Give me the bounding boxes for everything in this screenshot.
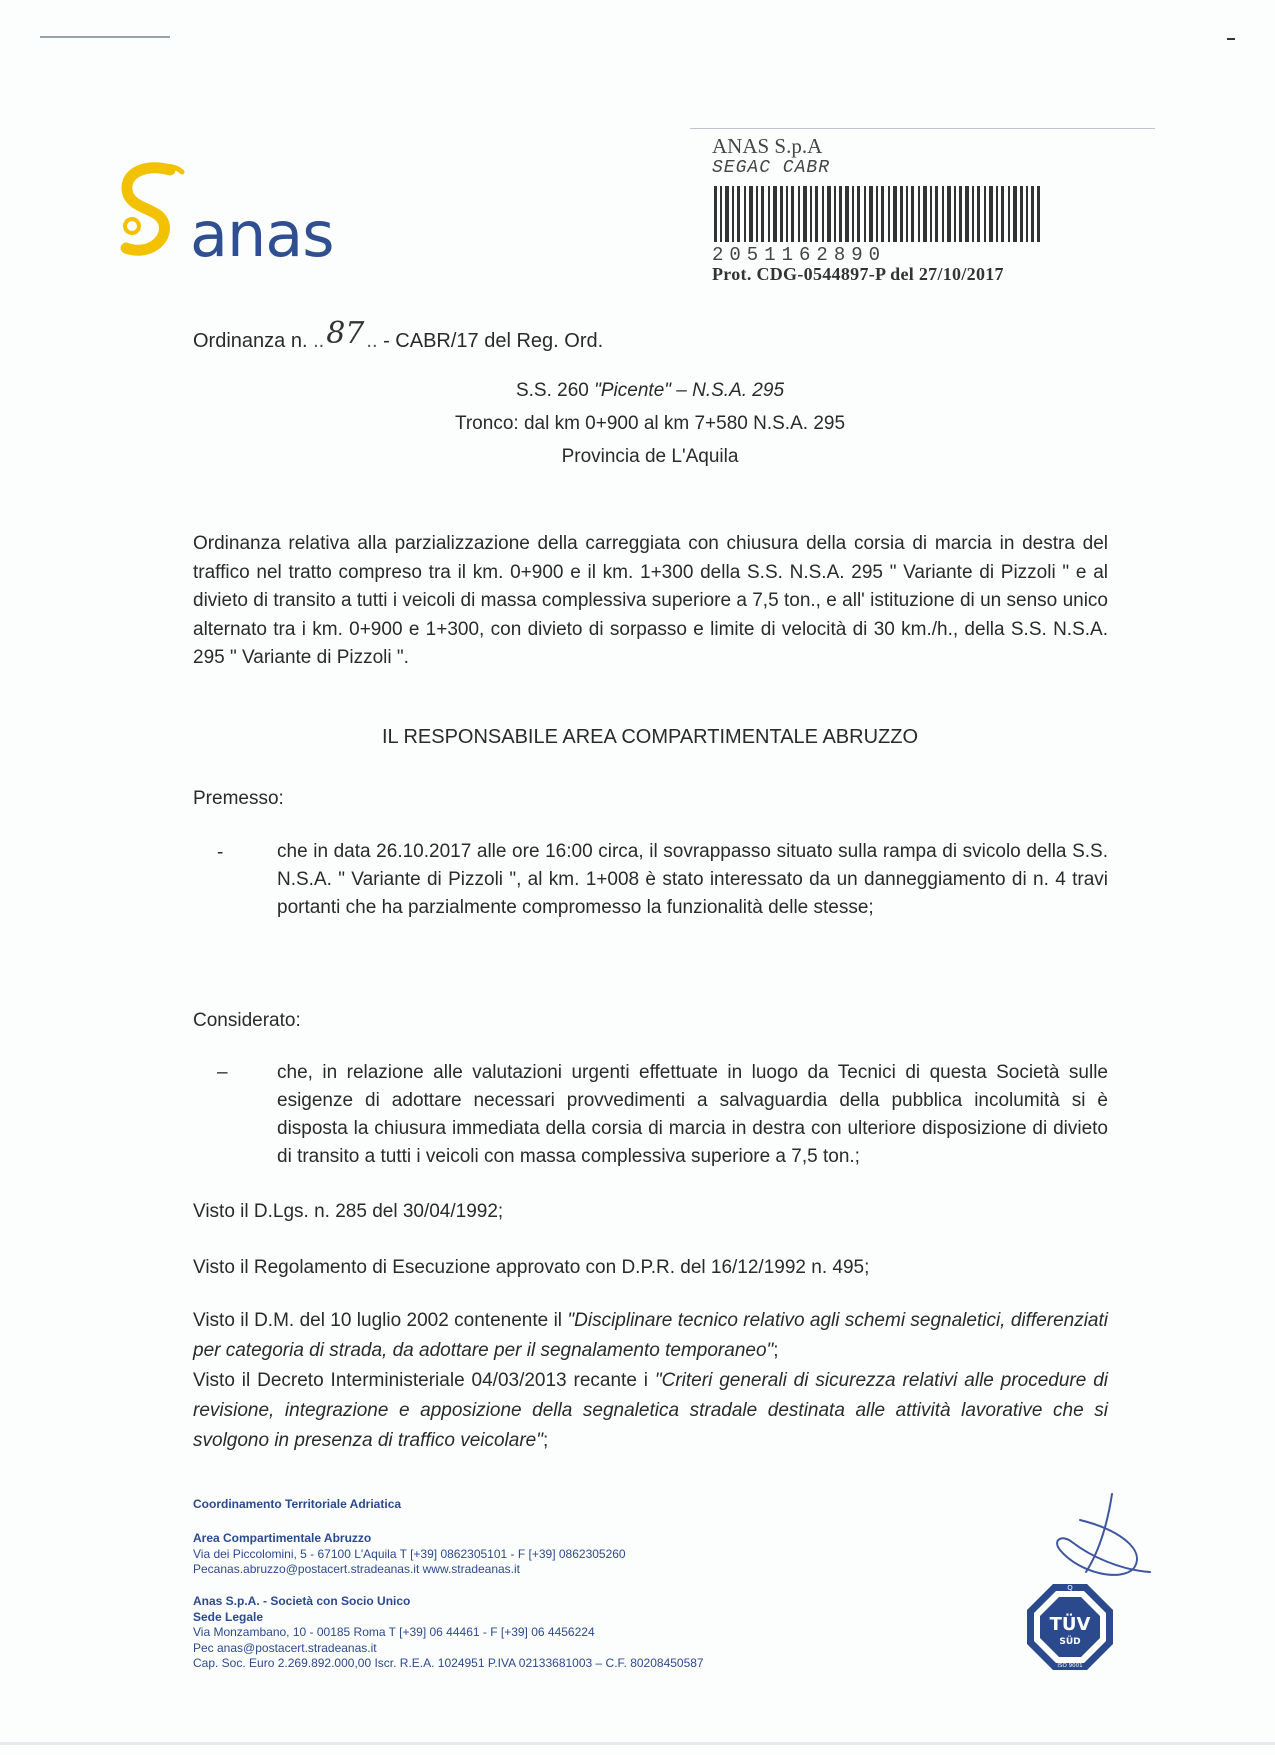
ordinanza-prefix: Ordinanza n. (193, 330, 308, 352)
ordinanza-number: 87 (326, 316, 365, 351)
footer-area-email: Pecanas.abruzzo@postacert.stradeanas.it www.stradeanas.it (193, 1562, 521, 1576)
signature-icon (1050, 1490, 1160, 1590)
footer-company (193, 1594, 704, 1672)
ordinanza-suffix: - CABR/17 del Reg. Ord. (383, 330, 604, 352)
tuv-main: TÜV (1049, 1614, 1091, 1635)
barcode (714, 186, 1040, 242)
road-name: "Picente" – N.S.A. 295 (594, 380, 785, 401)
barcode-number: 2051162890 (712, 244, 887, 266)
scan-line (40, 36, 170, 38)
visto-dm: Visto il D.M. del 10 luglio 2002 contenente il "Disciplinare tecnico relativo agli schemi segnaletici, differenziati per categoria di strada, da adottare per il segnalamento temporaneo"; (193, 1310, 1108, 1361)
considerato-item: che, in relazione alle valutazioni urgenti effettuate in luogo da Tecnici di questa Società sulle esigenze di adottare necessari provvedimenti a salvaguardia della pubblica incolumità si è disposta la chiusura immediata della corsia di marcia in destra con ulteriore disposizione di divieto di transito a tutti i veicoli con massa complessiva superiore a 7,5 ton.; (277, 1062, 1108, 1167)
footer-sede-address: Via Monzambano, 10 - 00185 Roma T [+39] 06 44461 - F [+39] 06 4456224 (193, 1625, 595, 1639)
considerato-label: Considerato: (193, 1010, 301, 1031)
stamp-office: SEGAC CABR (712, 158, 831, 178)
intro-paragraph: Ordinanza relativa alla parzializzazione della carreggiata con chiusura della corsia di marcia in destra del traffico nel tratto compreso tra il km. 0+900 e il km. 1+300 della S.S. N.S.A. 295 " Variante di Pizzoli " e al divieto di transito a tutti i veicoli di massa complessiva superiore a 7,5 ton., e all' istituzione di un senso unico alternato tra i km. 0+900 e 1+300, con divieto di sorpasso e limite di velocità di 30 km./h., della S.S. N.S.A. 295 " Variante di Pizzoli ". (193, 533, 1108, 668)
tuv-q-mark: Q (1067, 1584, 1073, 1592)
tronco-line: Tronco: dal km 0+900 al km 7+580 N.S.A. 295 (454, 413, 846, 434)
visto-regolamento: Visto il Regolamento di Esecuzione approvato con D.P.R. del 16/12/1992 n. 495; (193, 1257, 870, 1278)
footer-company-title: Anas S.p.A. - Società con Socio Unico (193, 1594, 411, 1608)
scan-mark (1227, 38, 1235, 40)
footer-capital: Cap. Soc. Euro 2.269.892.000,00 Iscr. R.E.A. 1024951 P.IVA 02133681003 – C.F. 80208450587 (193, 1656, 704, 1670)
tuv-certification-icon (1025, 1582, 1115, 1672)
province-line: Provincia de L'Aquila (561, 446, 739, 467)
protocol-number: Prot. CDG-0544897-P del 27/10/2017 (712, 264, 1004, 284)
visto-dlgs: Visto il D.Lgs. n. 285 del 30/04/1992; (193, 1201, 504, 1222)
footer-coordination: Coordinamento Territoriale Adriatica (193, 1497, 402, 1511)
premesso-item: che in data 26.10.2017 alle ore 16:00 circa, il sovrappasso situato sulla rampa di svicolo della S.S. N.S.A. " Variante di Pizzoli ", al km. 1+008 è stato interessato da un danneggiamento di n. 4 travi portanti che ha parzialmente compromesso la funzionalità delle stesse; (277, 841, 1108, 918)
stamp-rule (690, 128, 1155, 129)
tuv-sub: SÜD (1059, 1637, 1081, 1647)
tuv-iso: ISO 9001 (1057, 1663, 1083, 1669)
road-line (0, 380, 1275, 402)
footer-sede-pec: Pec anas@postacert.stradeanas.it (193, 1640, 377, 1655)
ordinanza-line: Ordinanza n. ..87 .. - CABR/17 del Reg. Ord. (193, 316, 604, 352)
footer-area-address: Via dei Piccolomini, 5 - 67100 L'Aquila T [+39] 0862305101 - F [+39] 0862305260 (193, 1546, 626, 1561)
stamp-company: ANAS S.p.A (712, 134, 823, 158)
footer-area-title: Area Compartimentale Abruzzo (193, 1531, 372, 1545)
premesso-label: Premesso: (193, 788, 284, 809)
visto-decreto: Visto il Decreto Interministeriale 04/03/2013 recante i "Criteri generali di sicurezza relativi alle procedure di revisione, integrazione e apposizione della segnaletica stradale destinata alle attività lavorative che si svolgono in presenza di traffico veicolare"; (193, 1370, 1108, 1451)
footer-sede-label: Sede Legale (193, 1609, 264, 1624)
road-number: S.S. 260 (515, 380, 595, 401)
premesso-bullet: - (217, 842, 224, 863)
scan-edge (0, 1742, 1275, 1745)
visto-dm-block (193, 1306, 1108, 1456)
considerato-bullet: – (217, 1062, 228, 1083)
document-title: IL RESPONSABILE AREA COMPARTIMENTALE ABRUZZO (381, 726, 919, 748)
logo-wordmark: anas (190, 198, 334, 271)
footer-area (193, 1531, 626, 1578)
